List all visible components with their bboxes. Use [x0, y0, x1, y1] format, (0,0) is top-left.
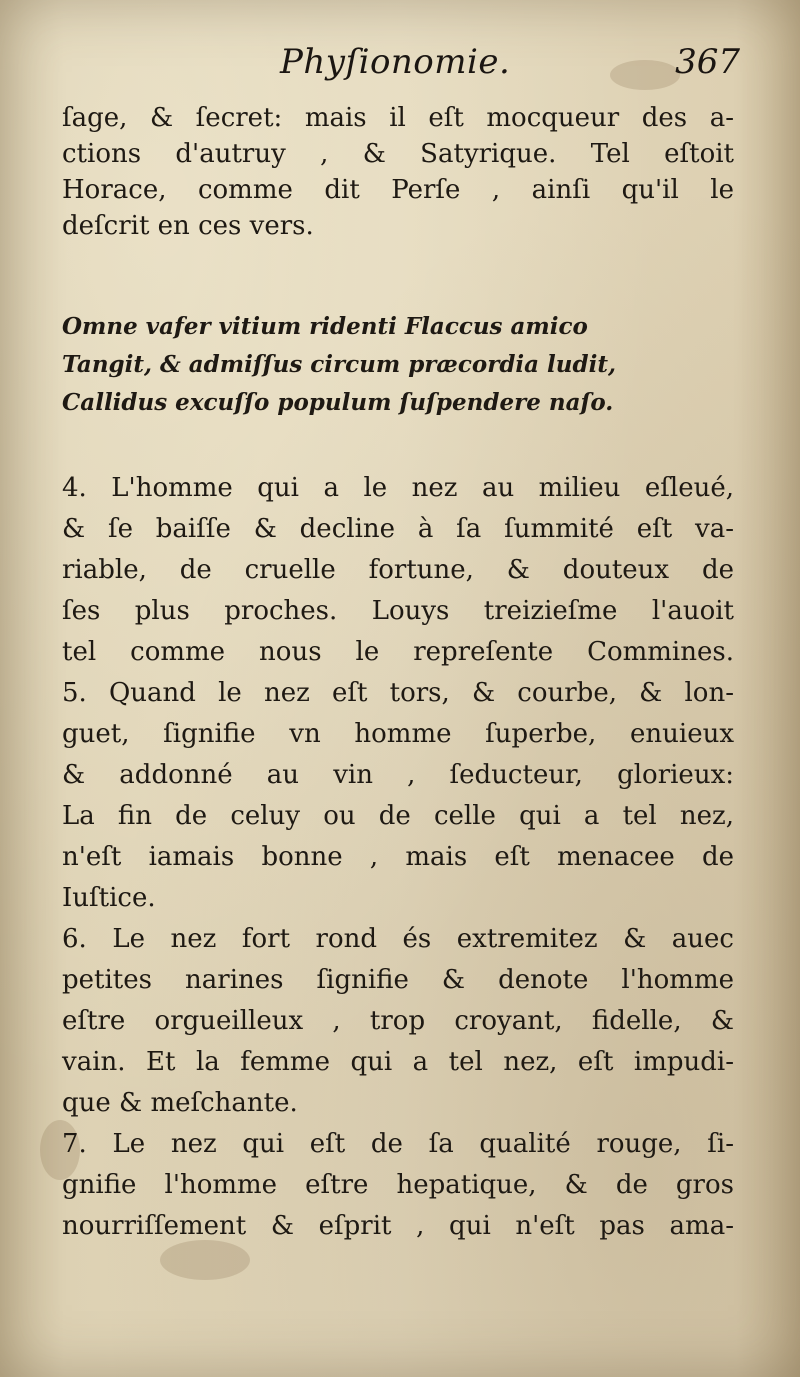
latin-quotation — [62, 308, 702, 422]
text-line: nourriſſement & eſprit , qui n'eſt pas ama- — [62, 1211, 734, 1241]
text-line: & ſe baiſſe & decline à ſa ſummité eſt va- — [62, 514, 734, 544]
text-line: ſes plus proches. Louys treizieſme l'auoit — [62, 596, 734, 626]
text-line: Horace, comme dit Perſe , ainſi qu'il le — [62, 175, 734, 205]
text-line: n'eſt iamais bonne , mais eſt menacee de — [62, 842, 734, 872]
page-header — [60, 38, 740, 94]
text-line: 4. L'homme qui a le nez au milieu eſleué, — [62, 473, 734, 503]
text-line: La fin de celuy ou de celle qui a tel nez, — [62, 801, 734, 831]
page-number: 367 — [675, 42, 740, 82]
quote-line: Tangit, & admiſſus circum præcordia ludit, — [62, 351, 616, 378]
text-line: 5. Quand le nez eſt tors, & courbe, & lon- — [62, 678, 734, 708]
text-line: petites narines ſignifie & denote l'homme — [62, 965, 734, 995]
text-line: gnifie l'homme eſtre hepatique, & de gros — [62, 1170, 734, 1200]
text-line: eſtre orgueilleux , trop croyant, fidelle, & — [62, 1006, 734, 1036]
text-line: riable, de cruelle fortune, & douteux de — [62, 555, 734, 585]
text-line: ctions d'autruy , & Satyrique. Tel eſtoit — [62, 139, 734, 169]
opening-text — [62, 100, 734, 244]
text-line: & addonné au vin , ſeducteur, glorieux: — [62, 760, 734, 790]
text-line: vain. Et la femme qui a tel nez, eſt impudi- — [62, 1047, 734, 1077]
numbered-paragraphs — [62, 468, 734, 1247]
text-line: tel comme nous le repreſente Commines. — [62, 637, 734, 667]
text-line: que & meſchante. — [62, 1088, 298, 1118]
text-line: 6. Le nez fort rond és extremitez & auec — [62, 924, 734, 954]
text-line: guet, ſignifie vn homme ſuperbe, enuieux — [62, 719, 734, 749]
text-line: deſcrit en ces vers. — [62, 211, 314, 241]
running-title: Phyſionomie. — [280, 42, 511, 82]
quote-line: Callidus excuſſo populum ſuſpendere naſo. — [62, 389, 614, 416]
text-line: Iuſtice. — [62, 883, 156, 913]
quote-line: Omne vafer vitium ridenti Flaccus amico — [62, 313, 588, 340]
text-line: 7. Le nez qui eſt de ſa qualité rouge, ſi- — [62, 1129, 734, 1159]
text-line: ſage, & ſecret: mais il eſt mocqueur des a- — [62, 103, 734, 133]
